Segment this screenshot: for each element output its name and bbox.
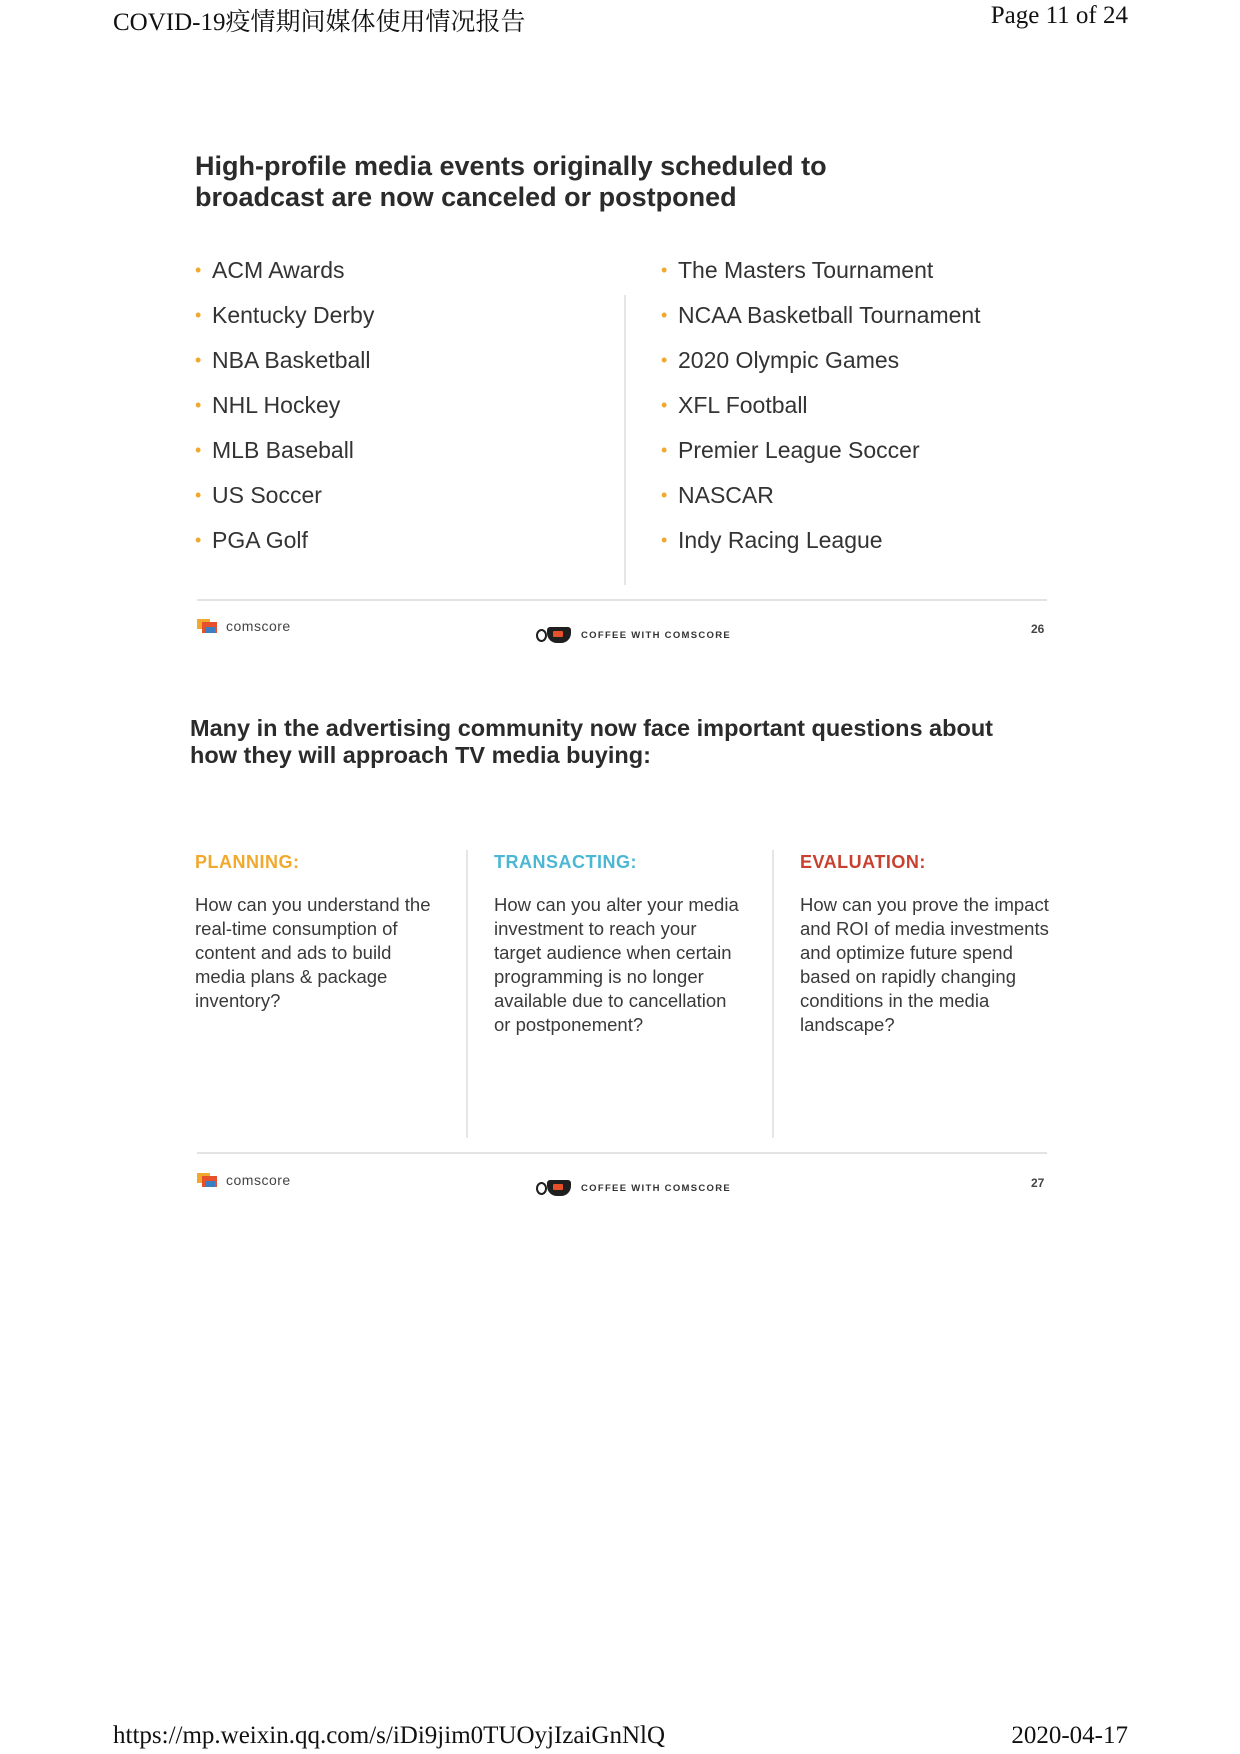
list-item [661,525,1061,570]
list-item [661,390,1061,435]
column-divider [624,295,626,585]
bullet-icon: • [661,530,668,550]
list-item [195,525,615,570]
event-label: XFL Football [678,392,808,418]
event-label: NBA Basketball [212,347,371,373]
event-label: US Soccer [212,482,322,508]
column-divider [466,850,468,1138]
list-item [661,345,1061,390]
bullet-icon: • [195,530,202,550]
list-item [195,255,615,300]
comscore-wordmark: comscore [226,618,291,634]
page-indicator: Page 11 of 24 [990,2,1128,29]
event-label: NHL Hockey [212,392,341,418]
event-label: PGA Golf [212,527,308,553]
comscore-mark-icon [197,1173,217,1187]
bullet-icon: • [661,260,668,280]
event-label: MLB Baseball [212,437,354,463]
column-divider [772,850,774,1138]
evaluation-column [800,852,1056,1037]
list-item [195,390,615,435]
bullet-icon: • [661,350,668,370]
bullet-icon: • [195,305,202,325]
canceled-events-right-list [661,255,1061,570]
cup-handle-icon [536,629,547,642]
coffee-label: COFFEE WITH COMSCORE [581,1182,732,1194]
canceled-events-left-list [195,255,615,570]
event-label: NASCAR [678,482,774,508]
transacting-column [494,852,744,1037]
coffee-label: COFFEE WITH COMSCORE [581,629,732,641]
slide2-coffee-with-comscore [536,1180,731,1196]
event-label: 2020 Olympic Games [678,347,900,373]
event-label: Indy Racing League [678,527,883,553]
event-label: The Masters Tournament [678,257,934,283]
slide1-footer-rule [197,599,1047,601]
list-item [661,435,1061,480]
slide1-title [195,151,827,213]
slide2-footer-rule [197,1152,1047,1154]
event-label: Premier League Soccer [678,437,920,463]
list-item [661,255,1061,300]
bullet-icon: • [661,305,668,325]
event-label: ACM Awards [212,257,345,283]
bullet-icon: • [195,440,202,460]
evaluation-body: How can you prove the impact and ROI of media investments and optimize future spend based on rapidly changing conditions in the media landscape? [800,894,1049,1035]
slide1-coffee-with-comscore [536,627,731,643]
bullet-icon: • [195,395,202,415]
list-item [195,345,615,390]
slide1-title-line1: High-profile media events originally scheduled to [195,151,827,181]
list-item [195,435,615,480]
bullet-icon: • [661,440,668,460]
document-title: COVID-19疫情期间媒体使用情况报告 [113,9,526,36]
evaluation-heading: EVALUATION: [800,852,926,872]
slide2-page-number: 27 [1031,1176,1045,1190]
transacting-heading: TRANSACTING: [494,852,637,872]
list-item [661,480,1061,525]
slide2-comscore-logo [197,1172,291,1188]
event-label: NCAA Basketball Tournament [678,302,981,328]
comscore-mark-icon [197,619,217,633]
comscore-wordmark: comscore [226,1172,291,1188]
slide2-title-line1: Many in the advertising community now face important questions about [190,715,994,741]
bullet-icon: • [661,485,668,505]
slide2-title-line2: how they will approach TV media buying: [190,742,651,768]
list-item [195,300,615,345]
list-item [195,480,615,525]
transacting-body: How can you alter your media investment to reach your target audience when certain programming is no longer available due to cancellation or postponement? [494,894,739,1035]
capture-date: 2020-04-17 [1011,1722,1128,1749]
bullet-icon: • [661,395,668,415]
slide2-title [190,715,993,769]
slide1-page-number: 26 [1031,622,1045,636]
coffee-cup-icon [547,627,571,643]
planning-heading: PLANNING: [195,852,300,872]
slide1-comscore-logo [197,618,291,634]
bullet-icon: • [195,260,202,280]
event-label: Kentucky Derby [212,302,375,328]
cup-handle-icon [536,1182,547,1195]
planning-column [195,852,440,1013]
coffee-cup-icon [547,1180,571,1196]
bullet-icon: • [195,485,202,505]
planning-body: How can you understand the real-time consumption of content and ads to build media plans & package inventory? [195,894,431,1011]
slide1-title-line2: broadcast are now canceled or postponed [195,182,737,212]
source-url[interactable]: https://mp.weixin.qq.com/s/iDi9jim0TUOyjIzaiGnNlQ [113,1722,666,1749]
list-item [661,300,1061,345]
bullet-icon: • [195,350,202,370]
